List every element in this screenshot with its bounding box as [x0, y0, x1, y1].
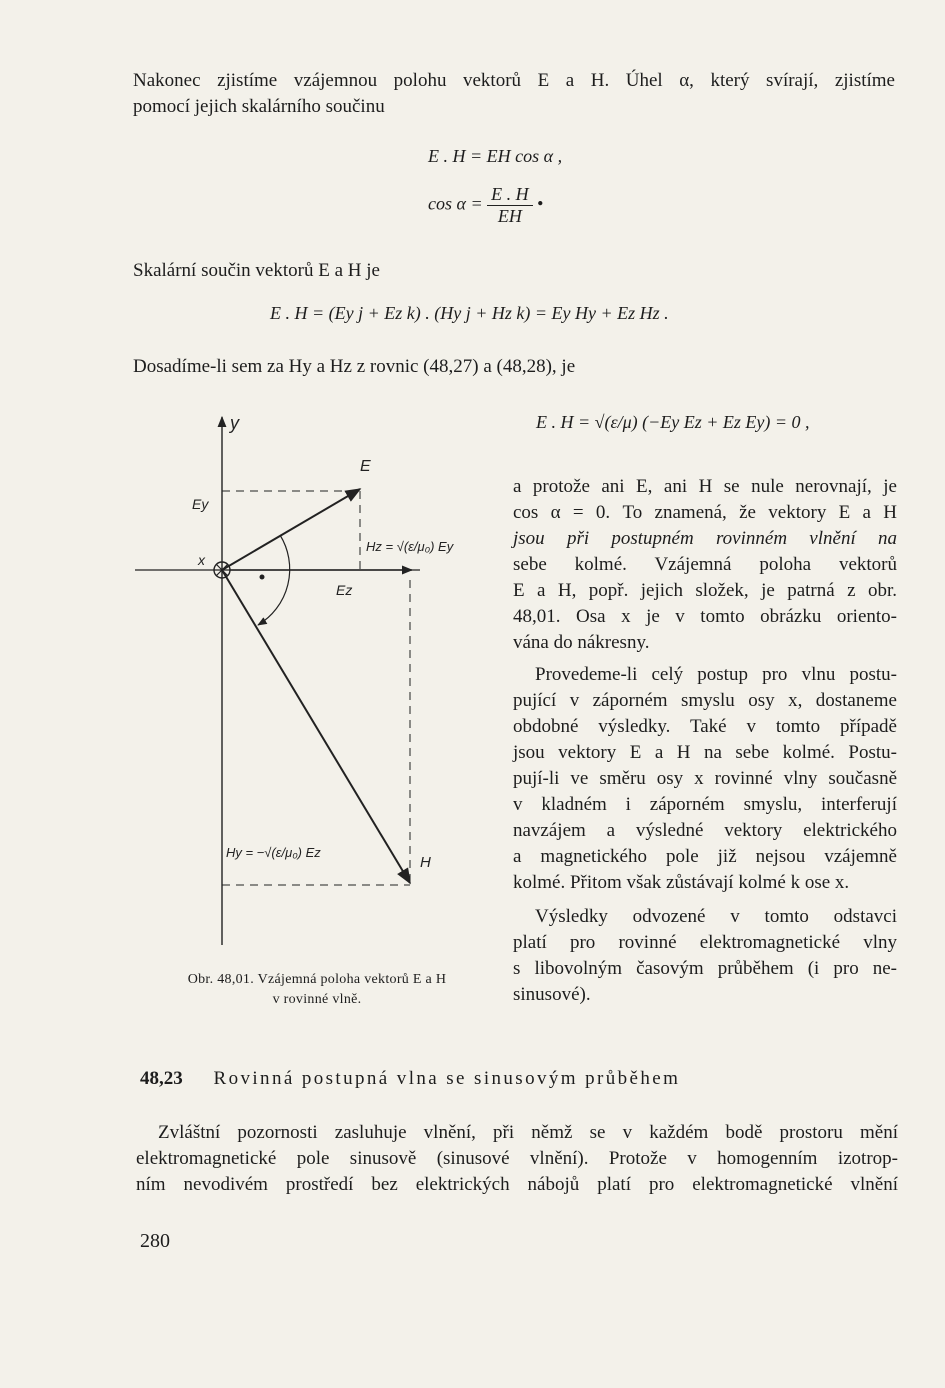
label-y: y: [230, 413, 239, 433]
text-line: s libovolným časovým průběhem (i pro ne-: [513, 958, 897, 979]
equation-cos-alpha: cos α = $\frac{E . H}{EH}$ •: [428, 184, 544, 226]
intro-paragraph: [133, 68, 895, 120]
caption-line: Obr. 48,01. Vzájemná poloha vektorů E a H: [187, 972, 447, 987]
text-line: navzájem a výsledné vektory elektrického: [513, 820, 897, 841]
text-line: pomocí jejich skalárního součinu: [133, 96, 385, 117]
fraction-numerator: E . H: [487, 184, 533, 206]
text-line: pující v záporném smyslu osy x, dostaneme: [513, 690, 897, 711]
equation-zero-result: [536, 412, 810, 433]
fraction-denominator: EH: [497, 206, 522, 226]
label-h: H: [420, 854, 431, 871]
text-line: Provedeme-li celý postup pro vlnu postu-: [535, 664, 897, 685]
text-line: kolmé. Přitom však zůstávají kolmé k ose x.: [513, 872, 850, 893]
text-line: platí pro rovinné elektromagnetické vlny: [513, 932, 897, 953]
text-line: vána do nákresny.: [513, 632, 650, 653]
vector-diagram: [130, 405, 454, 945]
h-vector: [222, 570, 410, 883]
label-ez: Ez: [336, 582, 353, 598]
equation-scalar-expansion: [270, 303, 669, 324]
section-heading: [140, 1068, 680, 1090]
text-line: Skalární součin vektorů E a H je: [133, 260, 380, 281]
label-hz: Hz = √(ε/μ₀) Ey: [366, 539, 454, 554]
text-line: E a H, popř. jejich složek, je patrná z obr.: [513, 580, 897, 601]
text-line: sebe kolmé. Vzájemná poloha vektorů: [513, 554, 897, 575]
right-paragraph-3: [513, 904, 897, 1008]
text-line: jsou vektory E a H na sebe kolmé. Postu-: [513, 742, 897, 763]
text-line: a protože ani E, ani H se nule nerovnají, je: [513, 476, 897, 497]
text-line: ním nevodivém prostředí bez elektrických nábojů platí pro elektromagnetické vlnění: [136, 1174, 898, 1195]
text-line: cos α = 0. To znamená, že vektory E a H: [513, 502, 897, 523]
figure-caption: [132, 970, 502, 1010]
text-line: Výsledky odvozené v tomto odstavci: [535, 906, 897, 927]
text-line: Zvláštní pozornosti zasluhuje vlnění, při němž se v každém bodě prostoru mění: [158, 1122, 898, 1143]
text-line: Nakonec zjistíme vzájemnou polohu vektorů E a H. Úhel α, který svírají, zjistíme: [133, 70, 895, 91]
right-angle-dot: [260, 575, 265, 580]
e-vector: [222, 489, 360, 570]
right-paragraph-1: [513, 474, 897, 656]
equation-dot-product: [428, 146, 562, 167]
text-line: pují-li ve směru osy x rovinné vlny současně: [513, 768, 897, 789]
text-line: a magnetického pole již nejsou vzájemně: [513, 846, 897, 867]
text-line: sinusové).: [513, 984, 591, 1005]
page-number: 280: [140, 1230, 170, 1252]
angle-arc: [258, 535, 290, 625]
scalar-intro: [133, 258, 633, 284]
caption-line: v rovinné vlně.: [272, 992, 362, 1007]
final-paragraph: [136, 1120, 898, 1198]
text-line: 48,01. Osa x je v tomto obrázku oriento-: [513, 606, 897, 627]
text-line: jsou při postupném rovinném vlnění na: [513, 528, 897, 549]
section-number: 48,23: [140, 1068, 183, 1089]
text-line: Dosadíme-li sem za Hy a Hz z rovnic (48,27) a (48,28), je: [133, 356, 576, 377]
equation-text: E . H = (Ey j + Ez k) . (Hy j + Hz k) = Ey Hy + Ez Hz .: [270, 303, 669, 323]
text-line: v kladném i záporném smyslu, interferují: [513, 794, 897, 815]
section-title: Rovinná postupná vlna se sinusovým průběhem: [213, 1068, 681, 1089]
label-ey: Ey: [192, 496, 209, 512]
equation-lhs: cos α =: [428, 193, 483, 214]
fraction: [487, 184, 533, 227]
label-hy: Hy = −√(ε/μ₀) Ez: [226, 845, 321, 860]
label-x: x: [198, 552, 205, 568]
substitution-line: [133, 354, 733, 380]
equation-text: E . H = EH cos α ,: [428, 146, 563, 166]
equation-text: E . H = √(ε/μ) (−Ey Ez + Ez Ey) = 0 ,: [536, 412, 810, 432]
label-e: E: [360, 458, 371, 475]
text-line: elektromagnetické pole sinusově (sinusové vlnění). Protože v homogenním izotrop-: [136, 1148, 898, 1169]
right-paragraph-2: [513, 662, 897, 896]
text-line: obdobné výsledky. Také v tomto případě: [513, 716, 897, 737]
